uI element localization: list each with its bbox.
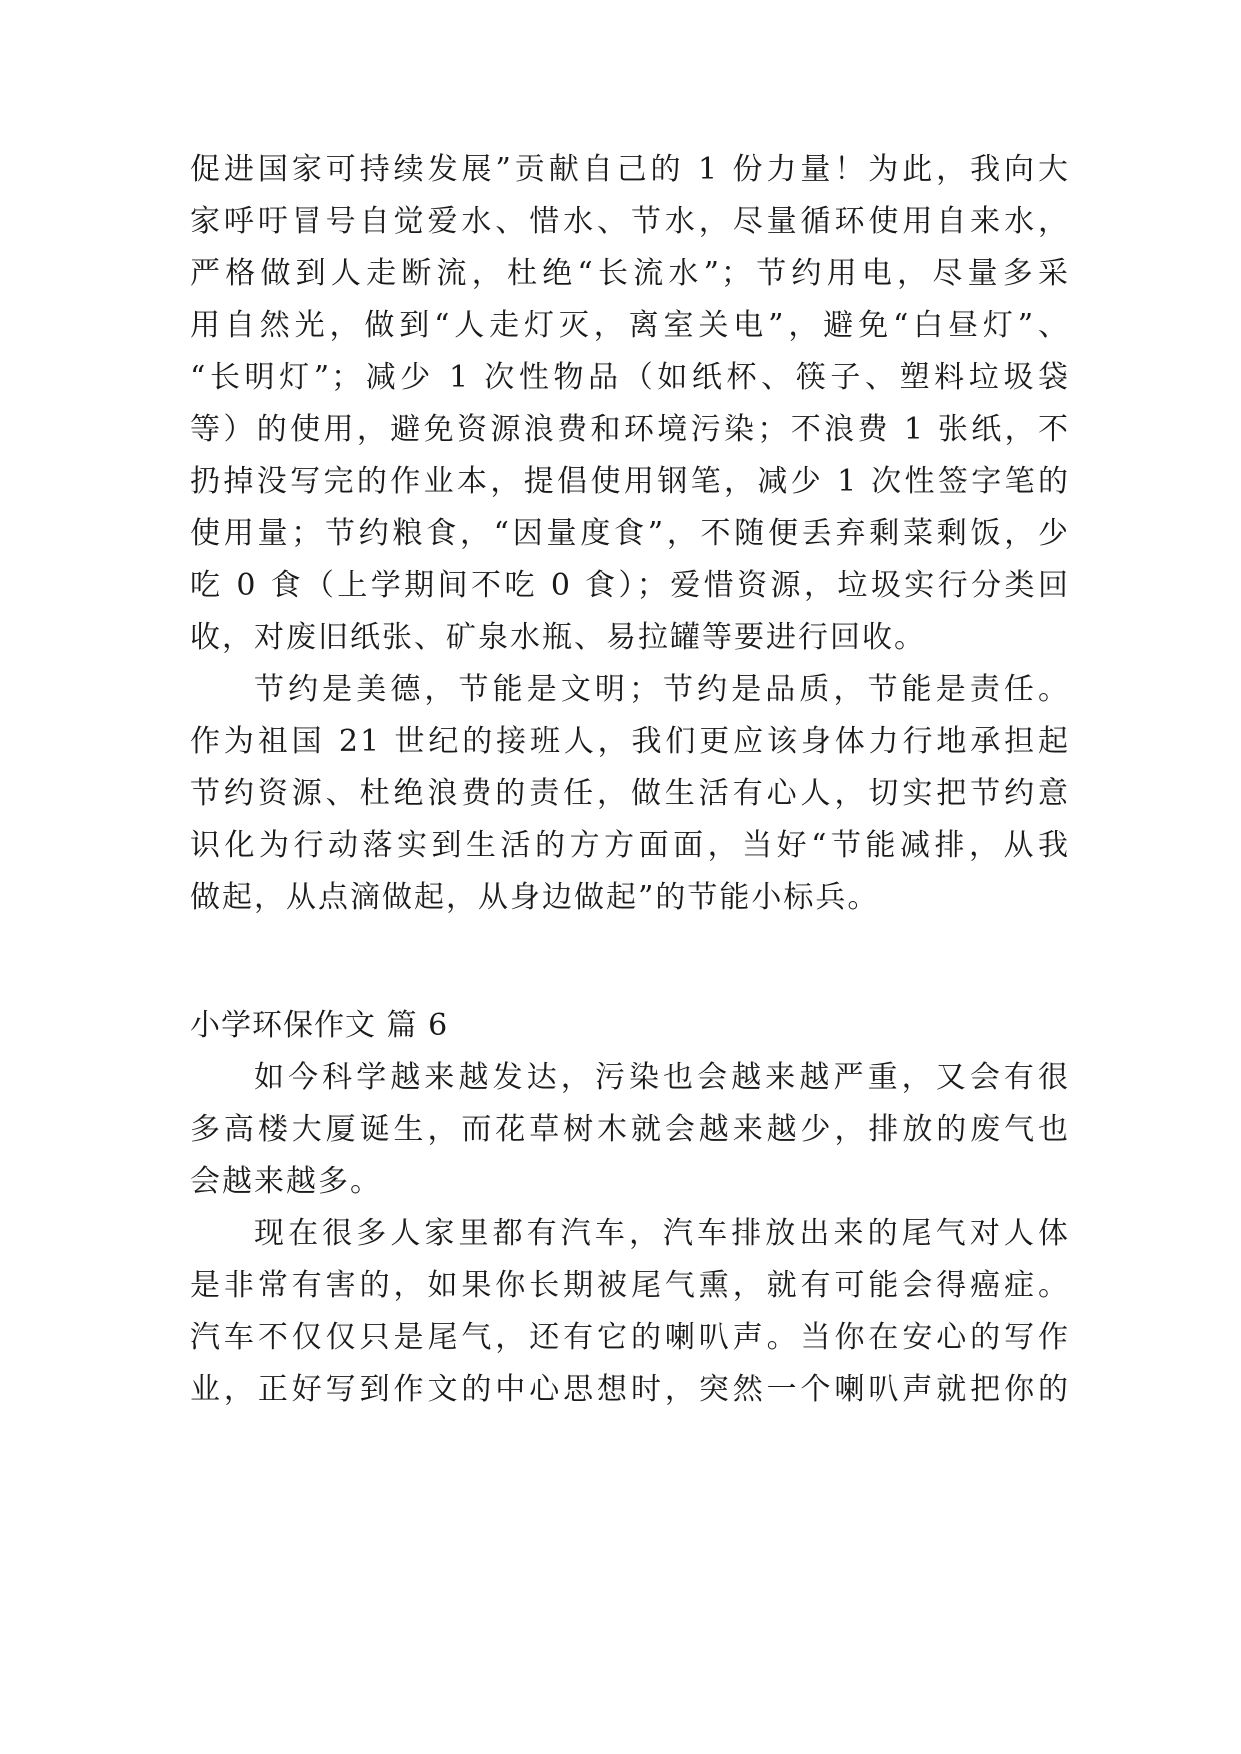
paragraph-line: 用自然光，做到“人走灯灭，离室关电”，避免“白昼灯”、: [190, 308, 1070, 343]
paragraph-line: “长明灯”；减少 1 次性物品（如纸杯、筷子、塑料垃圾袋: [190, 360, 1070, 395]
paragraph-line: 多高楼大厦诞生，而花草树木就会越来越少，排放的废气也: [190, 1112, 1070, 1147]
paragraph-line: 是非常有害的，如果你长期被尾气熏，就有可能会得癌症。: [190, 1268, 1070, 1303]
paragraph-line: 节约是美德，节能是文明；节约是品质，节能是责任。: [254, 672, 1070, 707]
paragraph-line: 吃 0 食（上学期间不吃 0 食）；爱惜资源，垃圾实行分类回: [190, 568, 1070, 603]
paragraph-line: 现在很多人家里都有汽车，汽车排放出来的尾气对人体: [254, 1216, 1070, 1251]
paragraph-line: 节约资源、杜绝浪费的责任，做生活有心人，切实把节约意: [190, 776, 1070, 811]
paragraph-line: 扔掉没写完的作业本，提倡使用钢笔，减少 1 次性签字笔的: [190, 464, 1070, 499]
paragraph-line: 促进国家可持续发展”贡献自己的 1 份力量！为此，我向大: [190, 152, 1070, 187]
paragraph-line: 收，对废旧纸张、矿泉水瓶、易拉罐等要进行回收。: [190, 620, 926, 655]
section-title: 小学环保作文 篇 6: [190, 1008, 449, 1043]
paragraph-line: 等）的使用，避免资源浪费和环境污染；不浪费 1 张纸，不: [190, 412, 1070, 447]
paragraph-line: 识化为行动落实到生活的方方面面，当好“节能减排，从我: [190, 828, 1070, 863]
paragraph-line: 会越来越多。: [190, 1164, 382, 1199]
paragraph-line: 作为祖国 21 世纪的接班人，我们更应该身体力行地承担起: [190, 724, 1070, 759]
paragraph-line: 使用量；节约粮食，“因量度食”，不随便丢弃剩菜剩饭，少: [190, 516, 1070, 551]
paragraph-line: 业，正好写到作文的中心思想时，突然一个喇叭声就把你的: [190, 1372, 1070, 1407]
paragraph-line: 汽车不仅仅只是尾气，还有它的喇叭声。当你在安心的写作: [190, 1320, 1070, 1355]
paragraph-line: 做起，从点滴做起，从身边做起”的节能小标兵。: [190, 880, 880, 915]
paragraph-line: 如今科学越来越发达，污染也会越来越严重，又会有很: [254, 1060, 1070, 1095]
paragraph-line: 家呼吁冒号自觉爱水、惜水、节水，尽量循环使用自来水，: [190, 204, 1070, 239]
paragraph-line: 严格做到人走断流，杜绝“长流水”；节约用电，尽量多采: [190, 256, 1070, 291]
